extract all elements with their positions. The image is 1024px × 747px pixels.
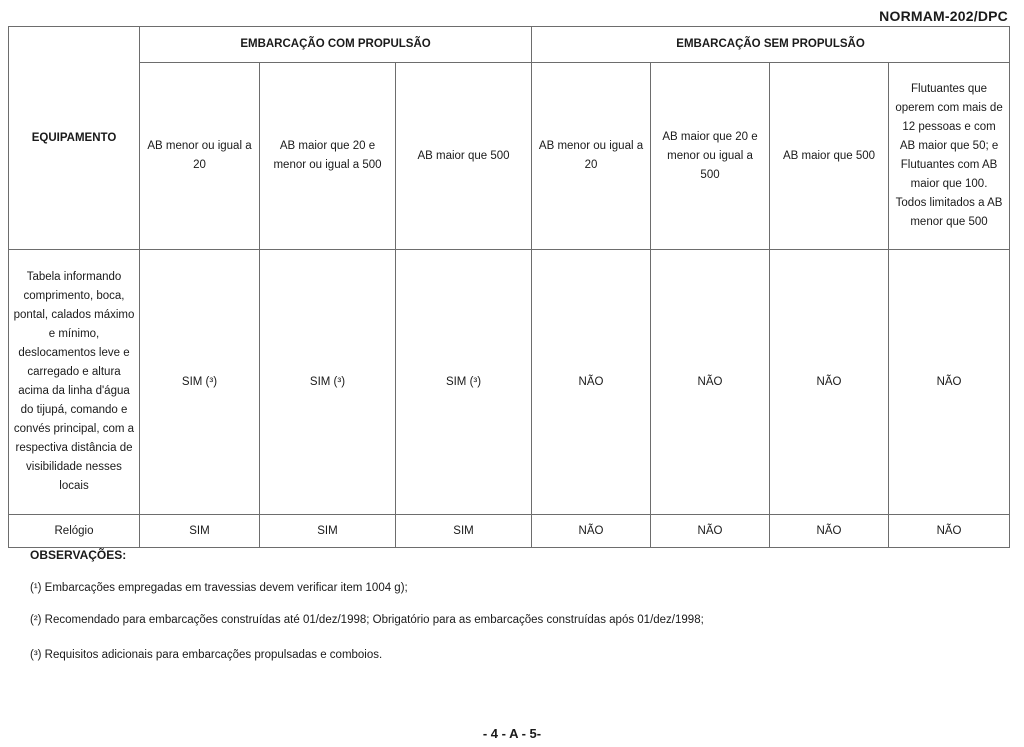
observation-note: (¹) Embarcações empregadas em travessias devem verificar item 1004 g); — [30, 582, 408, 594]
table-cell: NÃO — [889, 515, 1010, 548]
page-number: - 4 - A - 5- — [482, 726, 542, 741]
table-row — [9, 250, 1010, 515]
document-code: NORMAM-202/DPC — [879, 8, 1008, 24]
observations-title: OBSERVAÇÕES: — [30, 548, 127, 562]
table-cell: SIM (³) — [140, 250, 260, 515]
group-header-without-propulsion: EMBARCAÇÃO SEM PROPULSÃO — [532, 27, 1010, 63]
row-label: Tabela informando comprimento, boca, pontal, calados máximo e mínimo, deslocamentos leve e carregado e altura acima da linha d'água do tijupá, comando e convés principal, com a respectiva distância de visibilidade nesses locais — [9, 250, 140, 515]
column-header: Flutuantes que operem com mais de 12 pessoas e com AB maior que 50; e Flutuantes com AB maior que 100. Todos limitados a AB menor que 500 — [889, 63, 1010, 250]
column-header: AB maior que 500 — [396, 63, 532, 250]
table-cell: SIM — [260, 515, 396, 548]
row-label: Relógio — [9, 515, 140, 548]
equipment-column-header: EQUIPAMENTO — [9, 27, 140, 250]
table-cell: NÃO — [651, 515, 770, 548]
table-header-row-columns — [9, 63, 1010, 250]
table-row — [9, 515, 1010, 548]
table-cell: SIM — [396, 515, 532, 548]
table-cell: NÃO — [532, 515, 651, 548]
table-cell: NÃO — [889, 250, 1010, 515]
table-cell: SIM (³) — [260, 250, 396, 515]
table-cell: SIM (³) — [396, 250, 532, 515]
table-cell: NÃO — [532, 250, 651, 515]
table-header-row-groups — [9, 27, 1010, 63]
group-header-with-propulsion: EMBARCAÇÃO COM PROPULSÃO — [140, 27, 532, 63]
observation-note: (³) Requisitos adicionais para embarcações propulsadas e comboios. — [30, 649, 383, 661]
column-header: AB menor ou igual a 20 — [532, 63, 651, 250]
table-cell: SIM — [140, 515, 260, 548]
table-cell: NÃO — [770, 515, 889, 548]
column-header: AB menor ou igual a 20 — [140, 63, 260, 250]
observation-note: (²) Recomendado para embarcações construídas até 01/dez/1998; Obrigatório para as embarcações construídas após 01/dez/1998; — [30, 614, 704, 626]
column-header: AB maior que 20 e menor ou igual a 500 — [260, 63, 396, 250]
table-cell: NÃO — [651, 250, 770, 515]
table-cell: NÃO — [770, 250, 889, 515]
column-header: AB maior que 20 e menor ou igual a 500 — [651, 63, 770, 250]
equipment-table — [8, 26, 1010, 548]
column-header: AB maior que 500 — [770, 63, 889, 250]
